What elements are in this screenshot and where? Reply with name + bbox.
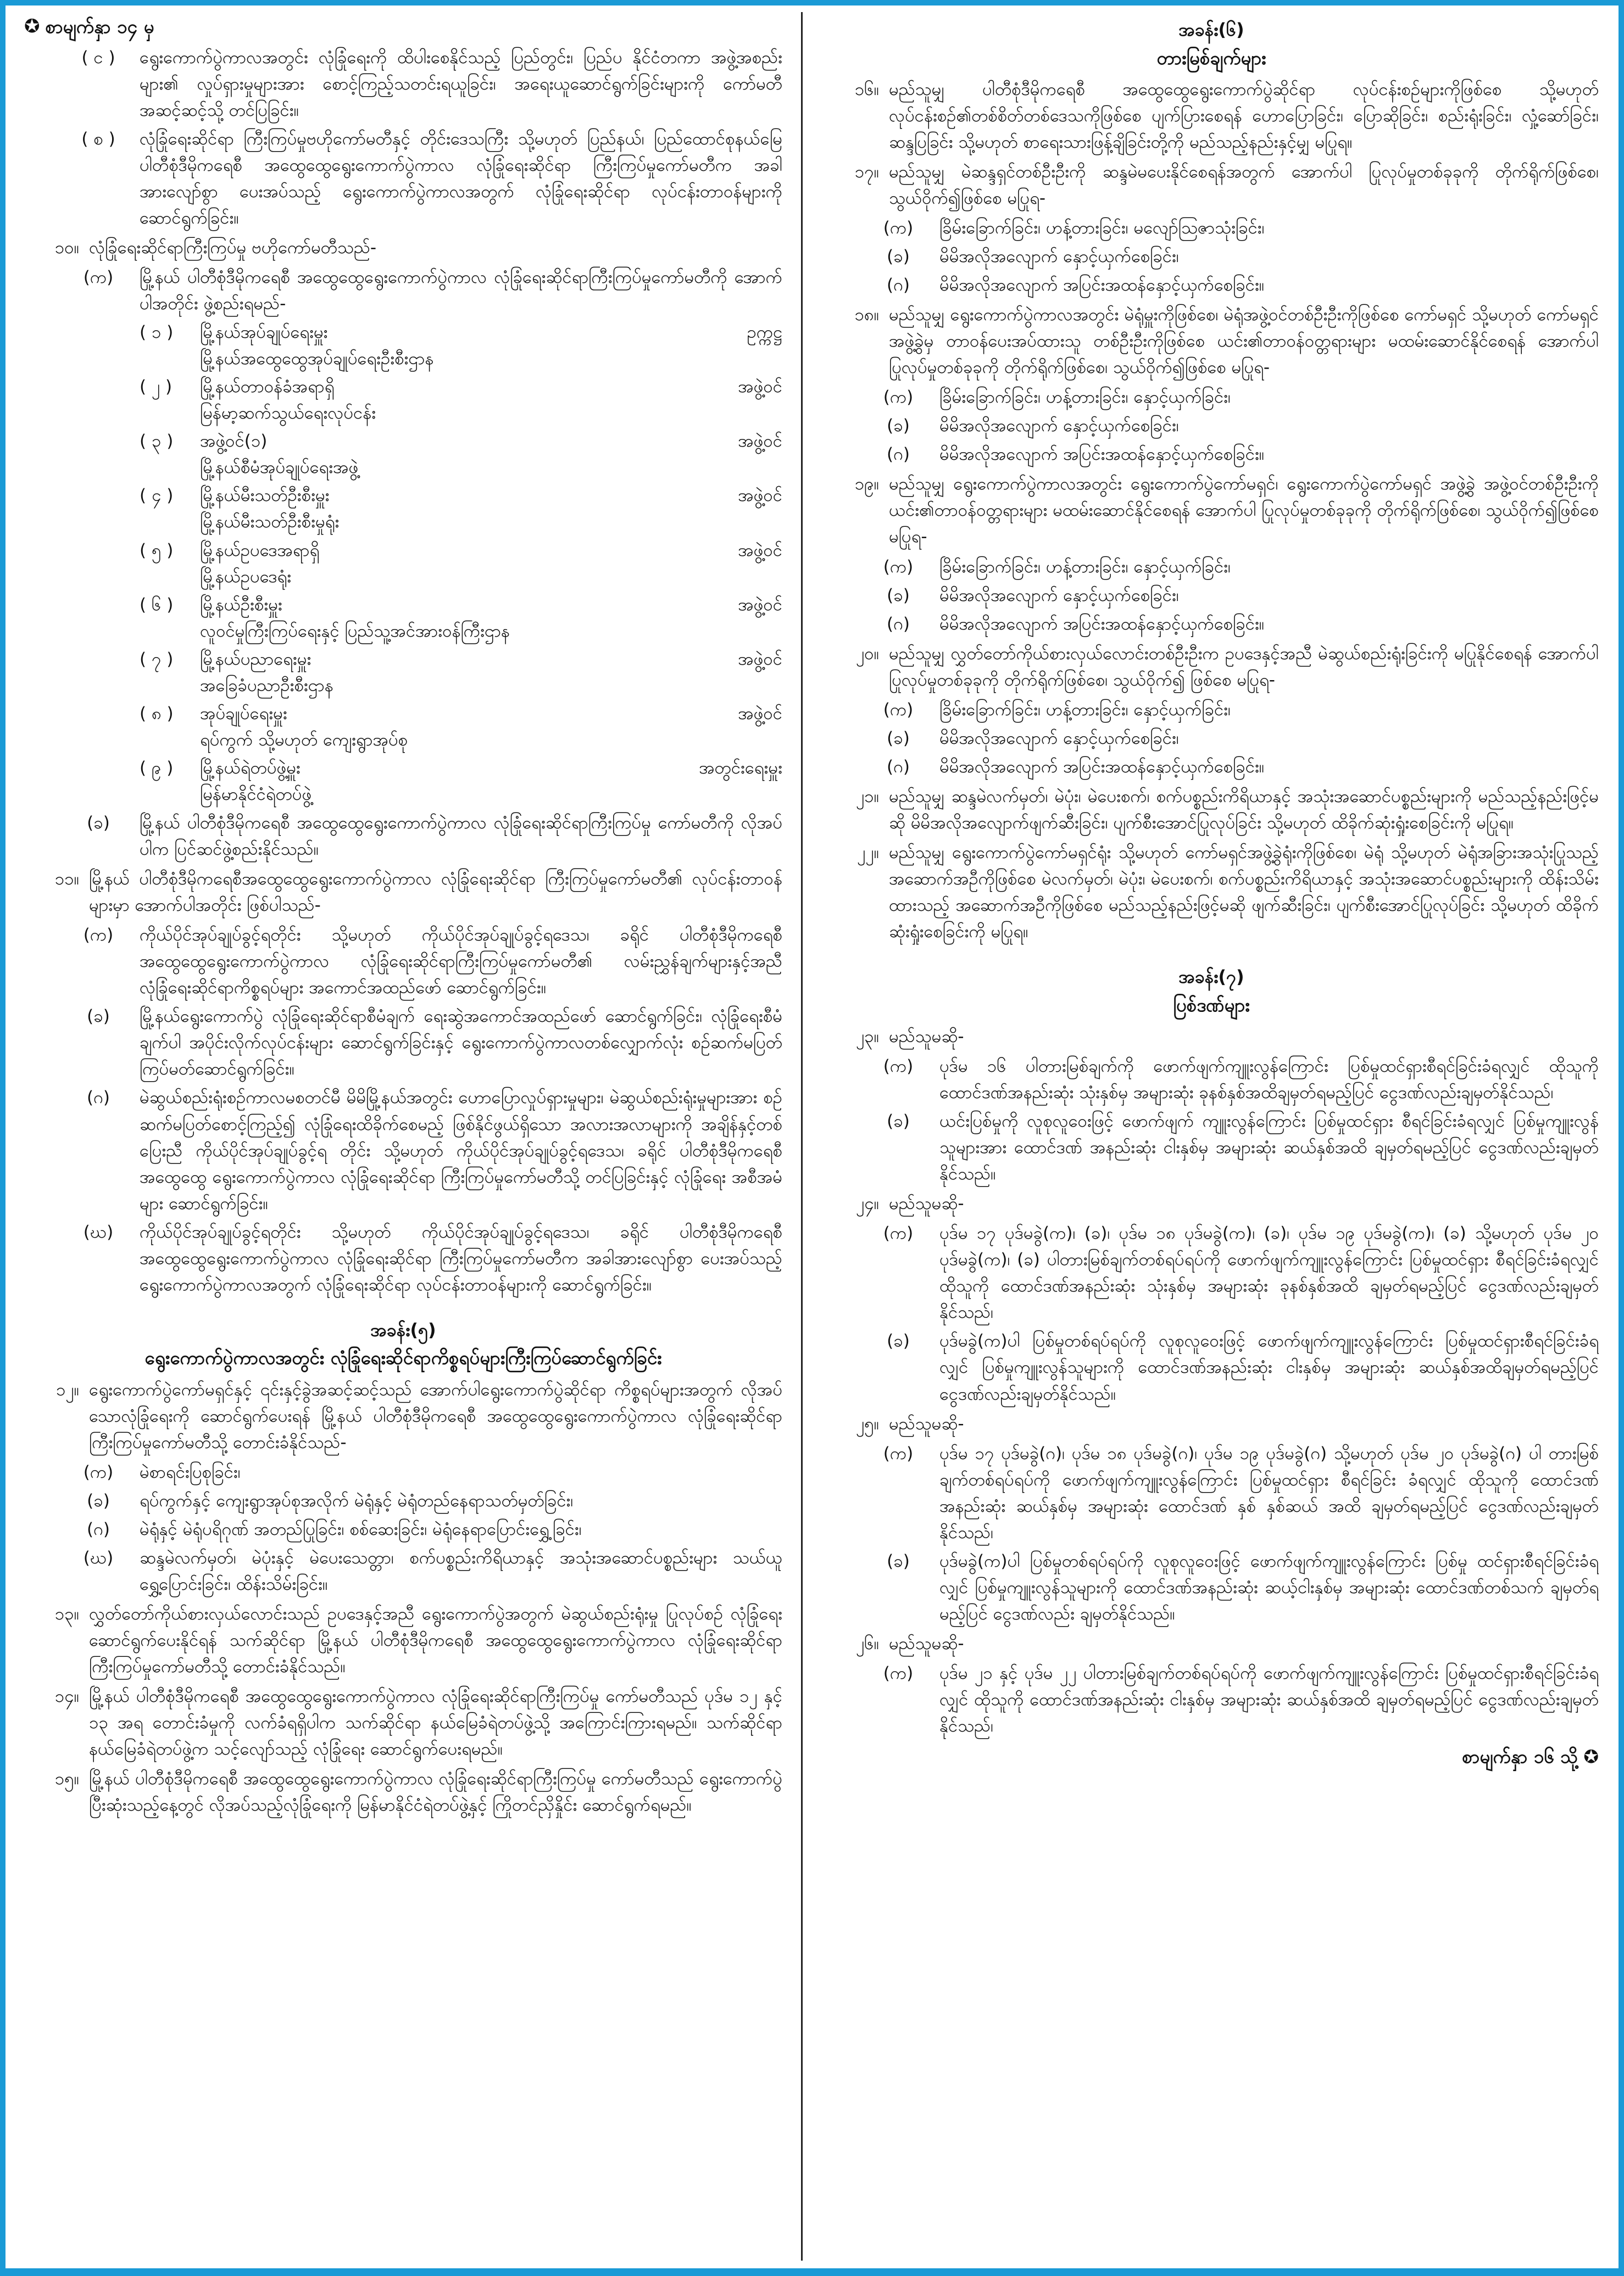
clause-text: ခြိမ်းခြောက်ခြင်း၊ ဟန့်တားခြင်း၊ နှောင့်ယှက်ခြင်း၊ [939, 557, 1231, 577]
clause-text: ယင်းပြစ်မှုကို လူစုလူဝေးဖြင့် ဖောက်ဖျက် ကျူးလွန်ကြောင်း ပြစ်မှုထင်ရှား စီရင်ခြင်းခံရလျှင် ပြစ်မှုကျူးလွန်သူများအား ထောင်ဒဏ် အနည်းဆုံး ငါးနှစ်မှ အများဆုံး ဆယ်နှစ်အထိ ချမှတ်ရမည့်ပြင် ငွေဒဏ်လည်းချမှတ်နိုင်သည်။ [939, 1111, 1599, 1184]
clause-text: မိမိအလိုအလျောက် အပြင်းအထန်နှောင့်ယှက်စေခြင်း။ [939, 614, 1265, 634]
member-row [24, 428, 782, 481]
right-column [824, 12, 1599, 2261]
section-22 [824, 839, 1599, 945]
clause-label: (ခ) [887, 247, 910, 267]
clause-item [824, 441, 1599, 468]
member-role: အဖွဲ့ဝင် [738, 703, 782, 724]
clause-text: လုံခြုံရေးဆိုင်ရာ ကြီးကြပ်မှုဗဟိုကော်မတီနှင့် တိုင်းဒေသကြီး သို့မဟုတ် ပြည်နယ်၊ ပြည်ထောင်စုနယ်မြေ ပါတီစုံဒီမိုကရေစီ အထွေထွေရွေးကောက်ပွဲကာလ လုံခြုံရေးဆိုင်ရာ ကြီးကြပ်မှုကော်မတီက အခါအားလျော်စွာ ပေးအပ်သည့် ရွေးကောက်ပွဲကာလအတွက် လုံခြုံရေးဆိုင်ရာ လုပ်ငန်းတာဝန်များကို ဆောင်ရွက်ခြင်း။ [140, 129, 782, 228]
member-org: မြို့နယ်အထွေထွေအုပ်ချုပ်ရေးဦးစီးဌာန [200, 349, 434, 369]
clause-label: (က) [83, 925, 114, 945]
section-10 [24, 235, 782, 261]
clause-text: ခြိမ်းခြောက်ခြင်း၊ ဟန့်တားခြင်း၊ နှောင့်ယှက်ခြင်း၊ [939, 387, 1231, 408]
section-text: လုံခြုံရေးဆိုင်ရာကြီးကြပ်မှု ဗဟိုကော်မတီသည်- [89, 238, 377, 258]
member-role: အဖွဲ့ဝင် [738, 649, 782, 669]
section-text: မည်သူမဆို- [889, 1633, 964, 1654]
section-13 [24, 1601, 782, 1680]
chapter-number: အခန်း(၆) [1178, 19, 1244, 40]
section-number: ၁၁။ [54, 869, 79, 889]
continued-to-label: စာမျက်နှာ ၁၆ သို့ [1462, 1746, 1578, 1768]
member-org: မြို့နယ်ဥပဒေရုံး [200, 566, 292, 587]
clause-label: (ဂ) [87, 1519, 110, 1539]
clause-text: မိမိအလိုအလျောက် နှောင့်ယှက်စေခြင်း၊ [939, 585, 1179, 605]
clause-label: ( င ) [81, 47, 115, 68]
clause-item [824, 1328, 1599, 1407]
clause-item [24, 264, 782, 317]
clause-label: (ဃ) [83, 1548, 114, 1568]
clause-text: မြို့နယ် ပါတီစုံဒီမိုကရေစီ အထွေထွေရွေးကောက်ပွဲကာလ လုံခြုံရေးဆိုင်ရာကြီးကြပ်မှု ကော်မတီကို လိုအပ်ပါက ပြင်ဆင်ဖွဲ့စည်းနိုင်သည်။ [140, 813, 782, 860]
member-title: မြို့နယ်ပညာရေးမှူး [200, 649, 312, 669]
clause-text: မိမိအလိုအလျောက် နှောင့်ယှက်စေခြင်း၊ [939, 728, 1179, 748]
clause-text: ခြိမ်းခြောက်ခြင်း၊ ဟန့်တားခြင်း၊ မလျော်ဩဇာသုံးခြင်း၊ [939, 218, 1265, 238]
clause-item [24, 1488, 782, 1514]
section-text: မည်သူမဆို- [889, 1194, 964, 1214]
clause-item [24, 1084, 782, 1216]
chapter-title: ရွေးကောက်ပွဲကာလအတွင်း လုံခြုံရေးဆိုင်ရာကိစ္စရပ်များကြီးကြပ်ဆောင်ရွက်ခြင်း [144, 1347, 662, 1369]
section-26 [824, 1631, 1599, 1657]
chapter-7-heading [824, 964, 1599, 1019]
clause-item [824, 611, 1599, 637]
clause-label: (က) [883, 557, 914, 577]
clause-text: ပုဒ်မ ၁၆ ပါတားမြစ်ချက်ကို ဖောက်ဖျက်ကျူးလွန်ကြောင်း ပြစ်မှုထင်ရှားစီရင်ခြင်းခံရလျှင် ထိုသူကို ထောင်ဒဏ်အနည်းဆုံး သုံးနှစ်မှ အများဆုံး ခုနစ်နှစ်အထိချမှတ်ရမည့်ပြင် ငွေဒဏ်လည်းချမှတ်နိုင်သည်၊ [939, 1056, 1599, 1103]
clause-item [24, 922, 782, 1001]
member-number: ( ၉ ) [140, 758, 174, 778]
clause-item [824, 582, 1599, 609]
continued-footer [824, 1743, 1599, 1771]
page-frame-bottom [0, 2268, 1624, 2276]
section-20 [824, 641, 1599, 693]
member-org: လူဝင်မှုကြီးကြပ်ရေးနှင့် ပြည်သူ့အင်အားဝန်ကြီးဌာန [200, 621, 510, 641]
continued-mark-icon: ✪ [1583, 1746, 1599, 1768]
clause-item [24, 1459, 782, 1485]
member-row [24, 482, 782, 535]
member-number: ( ၂ ) [140, 377, 173, 397]
clause-text: မြို့နယ် ပါတီစုံဒီမိုကရေစီ အထွေထွေရွေးကောက်ပွဲကာလ လုံခြုံရေးဆိုင်ရာကြီးကြပ်မှုကော်မတီကို အောက်ပါအတိုင်း ဖွဲ့စည်းရမည်- [140, 268, 782, 314]
chapter-number: အခန်း(၅) [370, 1319, 436, 1340]
member-title: အဖွဲ့ဝင်(၁) [200, 431, 268, 452]
member-role: အဖွဲ့ဝင် [738, 540, 782, 560]
section-text: မည်သူမျှ မဲဆန္ဒရှင်တစ်ဦးဦးကို ဆန္ဒမဲမပေးနိုင်စေရန်အတွက် အောက်ပါ ပြုလုပ်မှုတစ်ခုခုကို တိုက်ရိုက်ဖြစ်စေ၊ သွယ်ဝိုက်၍ဖြစ်စေ မပြုရ- [889, 162, 1599, 208]
member-row [24, 592, 782, 644]
clause-text: မဲဆွယ်စည်းရုံးစဉ်ကာလမစတင်မီ မိမိမြို့နယ်အတွင်း ဟောပြောလှုပ်ရှားမှုများ၊ မဲဆွယ်စည်းရုံးမှုများအား စဉ်ဆက်မပြတ်စောင့်ကြည့်၍ လုံခြုံရေးထိခိုက်စေမည့် ဖြစ်နိုင်ဖွယ်ရှိသော အလားအလာများကို အချိန်နှင့်တစ်ပြေးညီ ကိုယ်ပိုင်အုပ်ချုပ်ခွင့်ရ တိုင်း သို့မဟုတ် ကိုယ်ပိုင်အုပ်ချုပ်ခွင့်ရဒေသ၊ ခရိုင် ပါတီစုံဒီမိုကရေစီ အထွေထွေ ရွေးကောက်ပွဲကာလ လုံခြုံရေးဆိုင်ရာ ကြီးကြပ်မှုကော်မတီသို့ တင်ပြခြင်းနှင့် လုံခြုံရေး အစီအမံများ ဆောင်ရွက်ခြင်း။ [140, 1088, 782, 1214]
page-frame-left [0, 0, 5, 2276]
member-role: အဖွဲ့ဝင် [738, 431, 782, 452]
clause-label: (က) [883, 1663, 914, 1683]
chapter-number: အခန်း(၇) [1178, 966, 1244, 988]
clause-label: (ဂ) [887, 444, 910, 465]
member-number: ( ၃ ) [140, 431, 174, 452]
clause-label: (ဂ) [887, 275, 910, 296]
section-number: ၁၀။ [54, 238, 79, 258]
clause-item [824, 725, 1599, 752]
clause-item [824, 554, 1599, 580]
clause-item [824, 413, 1599, 439]
clause-label: (က) [883, 699, 914, 720]
section-number: ၁၈။ [854, 305, 879, 325]
member-org: အခြေခံပညာဦးစီးဌာန [200, 675, 333, 695]
section-18 [824, 302, 1599, 381]
clause-item [824, 1440, 1599, 1546]
member-number: ( ၈ ) [140, 703, 174, 724]
clause-text: မဲရုံနှင့် မဲရုံပရိဂုဏ် အတည်ပြုခြင်း၊ စစ်ဆေးခြင်း၊ မဲရုံနေရာပြောင်းရွှေ့ခြင်း၊ [140, 1519, 582, 1539]
clause-label: (က) [83, 268, 114, 288]
section-text: မည်သူမဆို- [889, 1026, 964, 1047]
clause-text: မဲစာရင်းပြစုခြင်း၊ [140, 1462, 241, 1482]
section-number: ၂၃။ [855, 1026, 879, 1047]
member-title: မြို့နယ်အုပ်ချုပ်ရေးမှူး [200, 322, 328, 343]
clause-text: ခြိမ်းခြောက်ခြင်း၊ ဟန့်တားခြင်း၊ နှောင့်ယှက်ခြင်း၊ [939, 699, 1231, 720]
member-number: ( ၇ ) [140, 649, 174, 669]
clause-label: (က) [83, 1462, 114, 1482]
clause-label: (ခ) [87, 1006, 110, 1027]
member-row [24, 374, 782, 426]
clause-text: ပုဒ်မ ၁၇ ပုဒ်မခွဲ(ဂ)၊ ပုဒ်မ ၁၈ ပုဒ်မခွဲ(ဂ)၊ ပုဒ်မ ၁၉ ပုဒ်မခွဲ(ဂ) သို့မဟုတ် ပုဒ်မ ၂၀ ပုဒ်မခွဲ(ဂ) ပါ တားမြစ်ချက်တစ်ရပ်ရပ်ကို ဖောက်ဖျက်ကျူးလွန်ကြောင်း ပြစ်မှုထင်ရှား စီရင်ခြင်း ခံရလျှင် ထိုသူကို ထောင်ဒဏ်အနည်းဆုံး ဆယ်နှစ်မှ အများဆုံး ထောင်ဒဏ် နှစ် နှစ်ဆယ် အထိ ချမှတ်ရမည့်ပြင် ငွေဒဏ်လည်းချမှတ်နိုင်သည်၊ [939, 1443, 1599, 1543]
member-title: မြို့နယ်ရဲတပ်ဖွဲ့မှူး [200, 758, 301, 778]
continued-from-label: စာမျက်နှာ ၁၄ မှ [45, 15, 154, 37]
member-row [24, 755, 782, 808]
section-17 [824, 159, 1599, 212]
member-org: မြို့နယ်မီးသတ်ဦးစီးမှုရုံး [200, 512, 340, 532]
clause-label: (ခ) [87, 1490, 110, 1511]
member-role: အတွင်းရေးမှူး [699, 758, 782, 778]
clause-item [824, 1053, 1599, 1106]
section-23 [824, 1023, 1599, 1050]
clause-label: (ခ) [87, 813, 110, 833]
clause-item [24, 1219, 782, 1298]
clause-label: (ခ) [887, 1551, 910, 1571]
section-text: မည်သူမျှ ရွေးကောက်ပွဲကော်မရှင်ရုံး သို့မဟုတ် ကော်မရှင်အဖွဲ့ခွဲရုံးကိုဖြစ်စေ၊ မဲရုံ သို့မဟုတ် မဲရုံအခြားအသုံးပြုသည့် အဆောက်အဦကိုဖြစ်စေ မဲလက်မှတ်၊ မဲပုံး၊ မဲပေးစက်၊ စက်ပစ္စည်းကိရိယာနှင့် အသုံးအဆောင်ပစ္စည်းများကို ထိန်းသိမ်းထားသည့် အဆောက်အဦကိုဖြစ်စေ မည်သည့်နည်းဖြင့်မဆို ဖျက်ဆီးခြင်း၊ ပျက်စီးအောင်ပြုလုပ်ခြင်း သို့မဟုတ် ထိခိုက်ဆုံးရှုံးစေခြင်းကို မပြုရ။ [889, 843, 1599, 942]
clause-label: (ဃ) [83, 1222, 114, 1242]
section-text: မည်သူမျှ ပါတီစုံဒီမိုကရေစီ အထွေထွေရွေးကောက်ပွဲဆိုင်ရာ လုပ်ငန်းစဉ်များကိုဖြစ်စေ သို့မဟုတ် လုပ်ငန်းစဉ်၏တစ်စိတ်တစ်ဒေသကိုဖြစ်စေ ပျက်ပြားစေရန် ဟောပြောခြင်း၊ ပြောဆိုခြင်း၊ စည်းရုံးခြင်း၊ လှုံ့ဆော်ခြင်း၊ ဆန္ဒပြခြင်း သို့မဟုတ် စာရေးသားဖြန့်ချိခြင်းတို့ကို မည်သည့်နည်းနှင့်မျှ မပြုရ။ [889, 79, 1599, 152]
section-number: ၁၆။ [854, 79, 879, 99]
clause-text: ပုဒ်မ ၁၇ ပုဒ်မခွဲ(က)၊ (ခ)၊ ပုဒ်မ ၁၈ ပုဒ်မခွဲ(က)၊ (ခ)၊ ပုဒ်မ ၁၉ ပုဒ်မခွဲ(က)၊ (ခ) သို့မဟုတ် ပုဒ်မ ၂၀ ပုဒ်မခွဲ(က)၊ (ခ) ပါတားမြစ်ချက်တစ်ရပ်ရပ်ကို ဖောက်ဖျက်ကျူးလွန်ကြောင်း ပြစ်မှုထင်ရှား စီရင်ခြင်းခံရလျှင် ထိုသူကို ထောင်ဒဏ်အနည်းဆုံး သုံးနှစ်မှ အများဆုံး ခုနစ်နှစ်အထိ ချမှတ်ရမည့်ပြင် ငွေဒဏ်လည်းချမှတ်နိုင်သည်၊ [939, 1223, 1599, 1323]
section-number: ၂၆။ [855, 1633, 879, 1654]
section-16 [824, 76, 1599, 155]
clause-label: (ခ) [887, 1331, 910, 1351]
clause-text: မိမိအလိုအလျောက် နှောင့်ယှက်စေခြင်း၊ [939, 416, 1179, 436]
section-text: လွှတ်တော်ကိုယ်စားလှယ်လောင်းသည် ဥပဒေနှင့်အညီ ရွေးကောက်ပွဲအတွက် မဲဆွယ်စည်းရုံးမှု ပြုလုပ်စဉ် လုံခြုံရေးဆောင်ရွက်ပေးနိုင်ရန် သက်ဆိုင်ရာ မြို့နယ် ပါတီစုံဒီမိုကရေစီ အထွေထွေရွေးကောက်ပွဲကာလ လုံခြုံရေးဆိုင်ရာကြီးကြပ်မှုကော်မတီသို့ တောင်းခံနိုင်သည်။ [89, 1604, 782, 1677]
section-number: ၁၇။ [854, 162, 879, 182]
member-row [24, 319, 782, 372]
section-number: ၁၉။ [854, 474, 879, 494]
chapter-6-heading [824, 16, 1599, 72]
clause-text: မိမိအလိုအလျောက် အပြင်းအထန်နှောင့်ယှက်စေခြင်း။ [939, 756, 1265, 777]
clause-item [824, 215, 1599, 241]
member-number: ( ၅ ) [140, 540, 174, 560]
clause-text: ပုဒ်မ ၂၁ နှင့် ပုဒ်မ ၂၂ ပါတားမြစ်ချက်တစ်ရပ်ရပ်ကို ဖောက်ဖျက်ကျူးလွန်ကြောင်း ပြစ်မှုထင်ရှားစီရင်ခြင်းခံရလျှင် ထိုသူကို ထောင်ဒဏ်အနည်းဆုံး ငါးနှစ်မှ အများဆုံး ဆယ်နှစ်အထိ ချမှတ်ရမည့်ပြင် ငွေဒဏ်လည်းချမှတ်နိုင်သည်၊ [939, 1663, 1599, 1737]
section-number: ၁၂။ [55, 1379, 79, 1400]
member-role: အဖွဲ့ဝင် [738, 594, 782, 615]
clause-item [24, 44, 782, 124]
section-24 [824, 1190, 1599, 1217]
clause-text: ရပ်ကွက်နှင့် ကျေးရွာအုပ်စုအလိုက် မဲရုံနှင့် မဲရုံတည်နေရာသတ်မှတ်ခြင်း၊ [140, 1490, 574, 1511]
section-number: ၂၄။ [855, 1194, 879, 1214]
section-19 [824, 471, 1599, 550]
clause-label: (ဂ) [887, 756, 910, 777]
page-frame-right [1619, 0, 1624, 2276]
section-number: ၂၁။ [855, 786, 879, 806]
clause-label: (ခ) [887, 585, 910, 605]
member-row [24, 646, 782, 699]
clause-label: (ခ) [887, 1111, 910, 1132]
section-25 [824, 1411, 1599, 1437]
clause-text: ကိုယ်ပိုင်အုပ်ချုပ်ခွင့်ရတိုင်း သို့မဟုတ် ကိုယ်ပိုင်အုပ်ချုပ်ခွင့်ရဒေသ၊ ခရိုင် ပါတီစုံဒီမိုကရေစီ အထွေထွေရွေးကောက်ပွဲကာလ လုံခြုံရေးဆိုင်ရာကြီးကြပ်မှုကော်မတီ၏ လမ်းညွှန်ချက်များနှင့်အညီ လုံခြုံရေးဆိုင်ရာကိစ္စရပ်များ အကောင်အထည်ဖော် ဆောင်ရွက်ခြင်း။ [140, 925, 782, 998]
clause-label: (ခ) [887, 416, 910, 436]
clause-text: ရွေးကောက်ပွဲကာလအတွင်း လုံခြုံရေးကို ထိပါးစေနိုင်သည့် ပြည်တွင်း၊ ပြည်ပ နိုင်ငံတကာ အဖွဲ့အစည်းများ၏ လှုပ်ရှားမှုများအား စောင့်ကြည့်သတင်းရယူခြင်း၊ အရေးယူဆောင်ရွက်ခြင်းများကို ကော်မတီအဆင့်ဆင့်သို့ တင်ပြခြင်း။ [140, 47, 782, 120]
member-title: မြို့နယ်ဥပဒေအရာရှိ [200, 540, 320, 560]
clause-text: ပုဒ်မခွဲ(က)ပါ ပြစ်မှုတစ်ရပ်ရပ်ကို လူစုလူဝေးဖြင့် ဖောက်ဖျက်ကျူးလွန်ကြောင်း ပြစ်မှု ထင်ရှားစီရင်ခြင်းခံရလျှင် ပြစ်မှုကျူးလွန်သူများကို ထောင်ဒဏ်အနည်းဆုံး ဆယ့်ငါးနှစ်မှ အများဆုံး ထောင်ဒဏ်တစ်သက် ချမှတ်ရမည့်ပြင် ငွေဒဏ်လည်း ချမှတ်နိုင်သည်။ [939, 1551, 1599, 1624]
chapter-title: ပြစ်ဒဏ်များ [1173, 994, 1250, 1016]
section-text: ရွေးကောက်ပွဲကော်မရှင်နှင့် ၎င်းနှင့်ခွဲအဆင့်ဆင့်သည် အောက်ပါရွေးကောက်ပွဲဆိုင်ရာ ကိစ္စရပ်များအတွက် လိုအပ်သောလုံခြုံရေးကို ဆောင်ရွက်ပေးရန် မြို့နယ် ပါတီစုံဒီမိုကရေစီ အထွေထွေရွေးကောက်ပွဲကာလ လုံခြုံရေးဆိုင်ရာ ကြီးကြပ်မှုကော်မတီသို့ တောင်းခံနိုင်သည်- [89, 1379, 782, 1453]
section-text: မြို့နယ် ပါတီစုံဒီမိုကရေစီ အထွေထွေရွေးကောက်ပွဲကာလ လုံခြုံရေးဆိုင်ရာကြီးကြပ်မှု ကော်မတီသည် ရွေးကောက်ပွဲပြီးဆုံးသည့်နေ့တွင် လိုအပ်သည့်လုံခြုံရေးကို မြန်မာနိုင်ငံရဲတပ်ဖွဲ့နှင့် ကြိုတင်ညှိနှိုင်း ဆောင်ရွက်ရမည်။ [89, 1769, 782, 1816]
member-number: ( ၆ ) [140, 594, 174, 615]
section-12 [24, 1377, 782, 1456]
left-column [24, 12, 782, 2261]
member-row [24, 700, 782, 753]
section-number: ၁၄။ [54, 1687, 79, 1707]
section-text: မည်သူမျှ ဆန္ဒမဲလက်မှတ်၊ မဲပုံး၊ မဲပေးစက်၊ စက်ပစ္စည်းကိရိယာနှင့် အသုံးအဆောင်ပစ္စည်းများကို မည်သည့်နည်းဖြင့်မဆို မိမိအလိုအလျောက်ဖျက်ဆီးခြင်း၊ ပျက်စီးအောင်ပြုလုပ်ခြင်း သို့မဟုတ် ထိခိုက်ဆုံးရှုံးစေခြင်းကို မပြုရ။ [889, 786, 1599, 833]
clause-item [24, 126, 782, 231]
continued-header [24, 12, 782, 41]
clause-text: မိမိအလိုအလျောက် နှောင့်ယှက်စေခြင်း၊ [939, 247, 1179, 267]
committee-member-list [24, 319, 782, 808]
clause-label: (က) [883, 1443, 914, 1463]
clause-label: (ခ) [887, 728, 910, 748]
section-number: ၂၅။ [855, 1414, 879, 1434]
member-org: မြန်မာနိုင်ငံရဲတပ်ဖွဲ့ [200, 784, 312, 804]
section-number: ၂၂။ [857, 843, 879, 862]
section-15 [24, 1766, 782, 1818]
member-title: မြို့နယ်မီးသတ်ဦးစီးမှူး [200, 486, 330, 506]
section-11 [24, 866, 782, 919]
member-role: အဖွဲ့ဝင် [738, 377, 782, 397]
clause-item [824, 243, 1599, 270]
clause-item [824, 1660, 1599, 1739]
clause-item [824, 1548, 1599, 1627]
section-14 [24, 1683, 782, 1762]
member-number: ( ၁ ) [140, 322, 174, 343]
column-divider [801, 12, 803, 2261]
clause-item [24, 1545, 782, 1598]
clause-item [24, 810, 782, 862]
clause-label: (က) [883, 218, 914, 238]
member-title: အုပ်ချုပ်ရေးမှူး [200, 703, 287, 724]
member-org: မြန်မာ့ဆက်သွယ်ရေးလုပ်ငန်း [200, 403, 376, 424]
member-org: မြို့နယ်စီမံအုပ်ချုပ်ရေးအဖွဲ့ [200, 458, 359, 478]
clause-item [824, 697, 1599, 723]
member-role: ဥက္ကဋ္ဌ [747, 322, 782, 343]
section-21 [824, 783, 1599, 836]
clause-item [824, 384, 1599, 410]
clause-text: မိမိအလိုအလျောက် အပြင်းအထန်နှောင့်ယှက်စေခြင်း။ [939, 275, 1265, 296]
chapter-title: တားမြစ်ချက်များ [1156, 47, 1266, 69]
member-org: ရပ်ကွက် သို့မဟုတ် ကျေးရွာအုပ်စု [200, 730, 408, 750]
section-number: ၁၃။ [54, 1604, 79, 1624]
clause-item [824, 272, 1599, 298]
clause-label: (က) [883, 1223, 914, 1244]
clause-text: ကိုယ်ပိုင်အုပ်ချုပ်ခွင့်ရတိုင်း သို့မဟုတ် ကိုယ်ပိုင်အုပ်ချုပ်ခွင့်ရဒေသ၊ ခရိုင် ပါတီစုံဒီမိုကရေစီ အထွေထွေရွေးကောက်ပွဲကာလ လုံခြုံရေးဆိုင်ရာ ကြီးကြပ်မှုကော်မတီက အခါအားလျော်စွာ ပေးအပ်သည့် ရွေးကောက်ပွဲကာလအတွက် လုံခြုံရေးဆိုင်ရာ လုပ်ငန်းတာဝန်များကို ဆောင်ရွက်ခြင်း။ [140, 1222, 782, 1295]
member-title: မြို့နယ်တာဝန်ခံအရာရှိ [200, 377, 335, 397]
clause-text: မိမိအလိုအလျောက် အပြင်းအထန်နှောင့်ယှက်စေခြင်း။ [939, 444, 1265, 465]
clause-label: (ဂ) [87, 1088, 110, 1108]
clause-item [824, 1220, 1599, 1326]
clause-item [824, 754, 1599, 780]
clause-item [824, 1108, 1599, 1187]
section-text: မြို့နယ် ပါတီစုံဒီမိုကရေစီ အထွေထွေရွေးကောက်ပွဲကာလ လုံခြုံရေးဆိုင်ရာကြီးကြပ်မှု ကော်မတီသည် ပုဒ်မ ၁၂ နှင့် ၁၃ အရ တောင်းခံမှုကို လက်ခံရရှိပါက သက်ဆိုင်ရာ နယ်မြေခံရဲတပ်ဖွဲ့သို့ အကြောင်းကြားရမည်။ သက်ဆိုင်ရာ နယ်မြေခံရဲတပ်ဖွဲ့က သင့်လျော်သည့် လုံခြုံရေး ဆောင်ရွက်ပေးရမည်။ [89, 1687, 782, 1760]
member-number: ( ၄ ) [140, 486, 174, 506]
section-text: မည်သူမဆို- [889, 1414, 964, 1434]
section-text: မည်သူမျှ လွှတ်တော်ကိုယ်စားလှယ်လောင်းတစ်ဦးဦးက ဥပဒေနှင့်အညီ မဲဆွယ်စည်းရုံးခြင်းကို မပြုနိုင်စေရန် အောက်ပါ ပြုလုပ်မှုတစ်ခုခုကို တိုက်ရိုက်ဖြစ်စေ၊ သွယ်ဝိုက်၍ ဖြစ်စေ မပြုရ- [889, 643, 1599, 690]
section-text: မည်သူမျှ ရွေးကောက်ပွဲကာလအတွင်း ရွေးကောက်ပွဲကော်မရှင်၊ ရွေးကောက်ပွဲကော်မရှင် အဖွဲ့ခွဲ အဖွဲ့ဝင်တစ်ဦးဦးကို ယင်း၏တာဝန်ဝတ္တရားများ မထမ်းဆောင်နိုင်စေရန် အောက်ပါ ပြုလုပ်မှုတစ်ခုခုကို တိုက်ရိုက်ဖြစ်စေ၊ သွယ်ဝိုက်၍ဖြစ်စေ မပြုရ- [889, 474, 1599, 547]
section-text: မည်သူမျှ ရွေးကောက်ပွဲကာလအတွင်း မဲရုံမှူးကိုဖြစ်စေ၊ မဲရုံအဖွဲ့ဝင်တစ်ဦးဦးကိုဖြစ်စေ ကော်မရှင် သို့မဟုတ် ကော်မရှင်အဖွဲ့ခွဲမှ တာဝန်ပေးအပ်ထားသူ တစ်ဦးဦးကိုဖြစ်စေ ယင်း၏တာဝန်ဝတ္တရားများ မထမ်းဆောင်နိုင်စေရန် အောက်ပါပြုလုပ်မှုတစ်ခုခုကို တိုက်ရိုက်ဖြစ်စေ၊ သွယ်ဝိုက်၍ဖြစ်စေ မပြုရ- [889, 305, 1599, 378]
clause-item [24, 1003, 782, 1082]
clause-label: ( စ ) [81, 129, 115, 149]
clause-item [24, 1516, 782, 1543]
member-row [24, 537, 782, 590]
section-number: ၂၀။ [855, 643, 879, 664]
clause-text: ဆန္ဒမဲလက်မှတ်၊ မဲပုံးနှင့် မဲပေးသေတ္တာ၊ စက်ပစ္စည်းကိရိယာနှင့် အသုံးအဆောင်ပစ္စည်းများ သယ်ယူရွှေ့ပြောင်းခြင်း၊ ထိန်းသိမ်းခြင်း။ [140, 1548, 782, 1594]
clause-text: မြို့နယ်ရွေးကောက်ပွဲ လုံခြုံရေးဆိုင်ရာစီမံချက် ရေးဆွဲအကောင်အထည်ဖော် ဆောင်ရွက်ခြင်း၊ လုံခြုံရေးစီမံချက်ပါ အပိုင်းလိုက်လုပ်ငန်းများ ဆောင်ရွက်ခြင်းနှင့် ရွေးကောက်ပွဲကာလတစ်လျှောက်လုံး စဉ်ဆက်မပြတ် ကြပ်မတ်ဆောင်ရွက်ခြင်း။ [140, 1006, 782, 1079]
clause-label: (က) [883, 1056, 914, 1076]
section-text: မြို့နယ် ပါတီစုံဒီမိုကရေစီအထွေထွေရွေးကောက်ပွဲကာလ လုံခြုံရေးဆိုင်ရာ ကြီးကြပ်မှုကော်မတီ၏ လုပ်ငန်းတာဝန်များမှာ အောက်ပါအတိုင်း ဖြစ်ပါသည်- [89, 869, 782, 916]
clause-label: (ဂ) [887, 614, 910, 634]
member-role: အဖွဲ့ဝင် [738, 486, 782, 506]
clause-label: (က) [883, 387, 914, 408]
continued-mark-icon: ✪ [24, 15, 40, 37]
member-title: မြို့နယ်ဦးစီးမှူး [200, 594, 282, 615]
page-frame-top [0, 0, 1624, 5]
clause-text: ပုဒ်မခွဲ(က)ပါ ပြစ်မှုတစ်ရပ်ရပ်ကို လူစုလူဝေးဖြင့် ဖောက်ဖျက်ကျူးလွန်ကြောင်း ပြစ်မှုထင်ရှားစီရင်ခြင်းခံရလျှင် ပြစ်မှုကျူးလွန်သူများကို ထောင်ဒဏ်အနည်းဆုံး ငါးနှစ်မှ အများဆုံး ဆယ်နှစ်အထိချမှတ်ရမည့်ပြင် ငွေဒဏ်လည်းချမှတ်နိုင်သည်။ [939, 1331, 1599, 1404]
section-number: ၁၅။ [54, 1769, 79, 1789]
chapter-5-heading [24, 1317, 782, 1372]
